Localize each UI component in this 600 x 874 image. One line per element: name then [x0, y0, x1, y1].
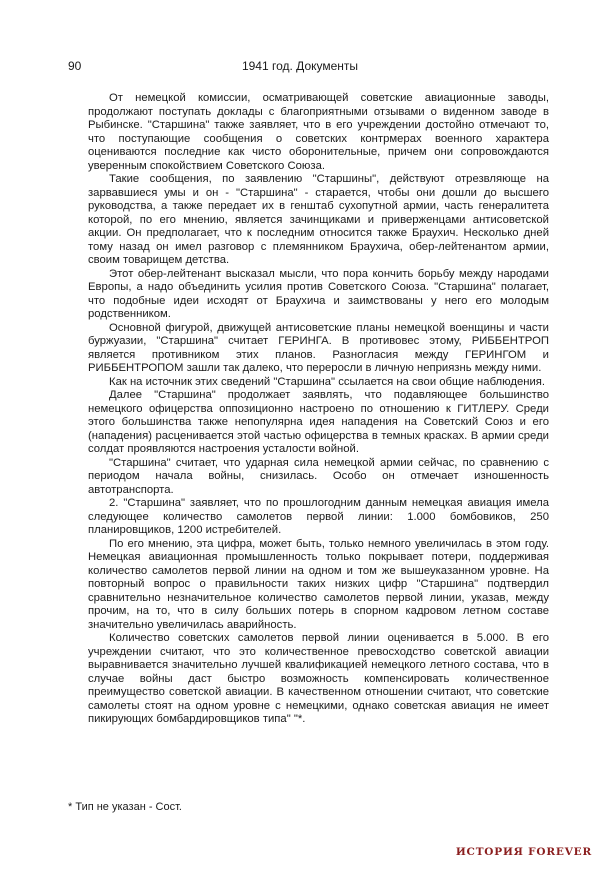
paragraph: По его мнению, эта цифра, может быть, только немного увеличилась в этом году. Немецкая авиационная промышленность только покрывает потери, поддерживая количество самолетов первой линии на одном и том же вышеуказанном уровне. На повторный вопрос о правильности таких низких цифр "Старшина" подтвердил сравнительно незначительное количество самолетов первой линии, указав, между прочим, на то, что в силу больших потерь в спорном кадровом летном составе значительно увеличилась аварийность. [88, 537, 549, 631]
paragraph: Количество советских самолетов первой линии оценивается в 5.000. В его учреждении считают, что это количественное превосходство советской авиации выравнивается значительно лучшей квалификацией немецкого летного состава, что в случае войны даст быстро возможность компенсировать количественное преимущество советской авиации. В качественном отношении считают, что советские самолеты стоят на одном уровне с немецкими, однако советская авиация не имеет пикирующих бомбардировщиков типа" "*. [88, 632, 549, 725]
paragraph: 2. "Старшина" заявляет, что по прошлогодним данным немецкая авиация имела следующее количество самолетов первой линии: 1.000 бомбовиков, 250 планировщиков, 1200 истребителей. [88, 497, 549, 536]
running-head: 1941 год. Документы [241, 59, 359, 73]
paragraph: Как на источник этих сведений "Старшина" ссылается на свои общие наблюдения. [109, 375, 546, 388]
paragraph: "Старшина" считает, что ударная сила немецкой армии сейчас, по сравнению с периодом начала войны, снизилась. Особо он отмечает изношенность автотранспорта. [88, 456, 549, 496]
paragraph: Основной фигурой, движущей антисоветские планы немецкой военщины и части буржуазии, "Старшина" считает ГЕРИНГА. В противовес этому, РИББЕНТРОП является противником этих планов. Разногласия между ГЕРИНГОМ и РИББЕНТРОПОМ зашли так далеко, что переросли в личную неприязнь между ними. [88, 321, 549, 374]
paragraph: Далее "Старшина" продолжает заявлять, что подавляющее большинство немецкого офицерства оппозиционно настроено по отношению к ГИТЛЕРУ. Среди этого большинства также непопулярна идея нападения на Советский Союз и его (нападения) расценивается этой частью офицерства в темных красках. В армии среди солдат проявляются настроения усталости войной. [88, 389, 549, 455]
paragraph: Такие сообщения, по заявлению "Старшины", действуют отрезвляюще на зарвавшиеся умы и он - "Старшина" - старается, чтобы они дошли до высшего руководства, а также передает их в генштаб сухопутной армии, часть генералитета которой, по его мнению, является зачинщиками и приверженцами антисоветской акции. Он предполагает, что к последним относится также Браухич. Несколько дней тому назад он имел разговор с племянником Браухича, обер-лейтенантом армии, своим товарищем детства. [88, 173, 549, 266]
body-text [88, 92, 549, 727]
footnote: * Тип не указан - Сост. [68, 801, 182, 813]
watermark: ИСТОРИЯ FOREVER [455, 846, 592, 858]
page-number: 90 [68, 59, 82, 73]
paragraph: Этот обер-лейтенант высказал мысли, что пора кончить борьбу между народами Европы, а надо объединить усилия против Советского Союза. "Старшина" полагает, что подобные идеи исходят от Браухича и заимствованы у него его молодым родственником. [88, 267, 549, 320]
paragraph: От немецкой комиссии, осматривающей советские авиационные заводы, продолжают поступать доклады с благоприятными отзывами о виденном заводе в Рыбинске. "Старшина" также заявляет, что в его учреждении достойно отмечают то, что поступающие сообщения о советских контрмерах военного характера оцениваются последние как чисто оборонительные, причем они сопровождаются уверенным спокойствием Советского Союза. [88, 92, 549, 172]
